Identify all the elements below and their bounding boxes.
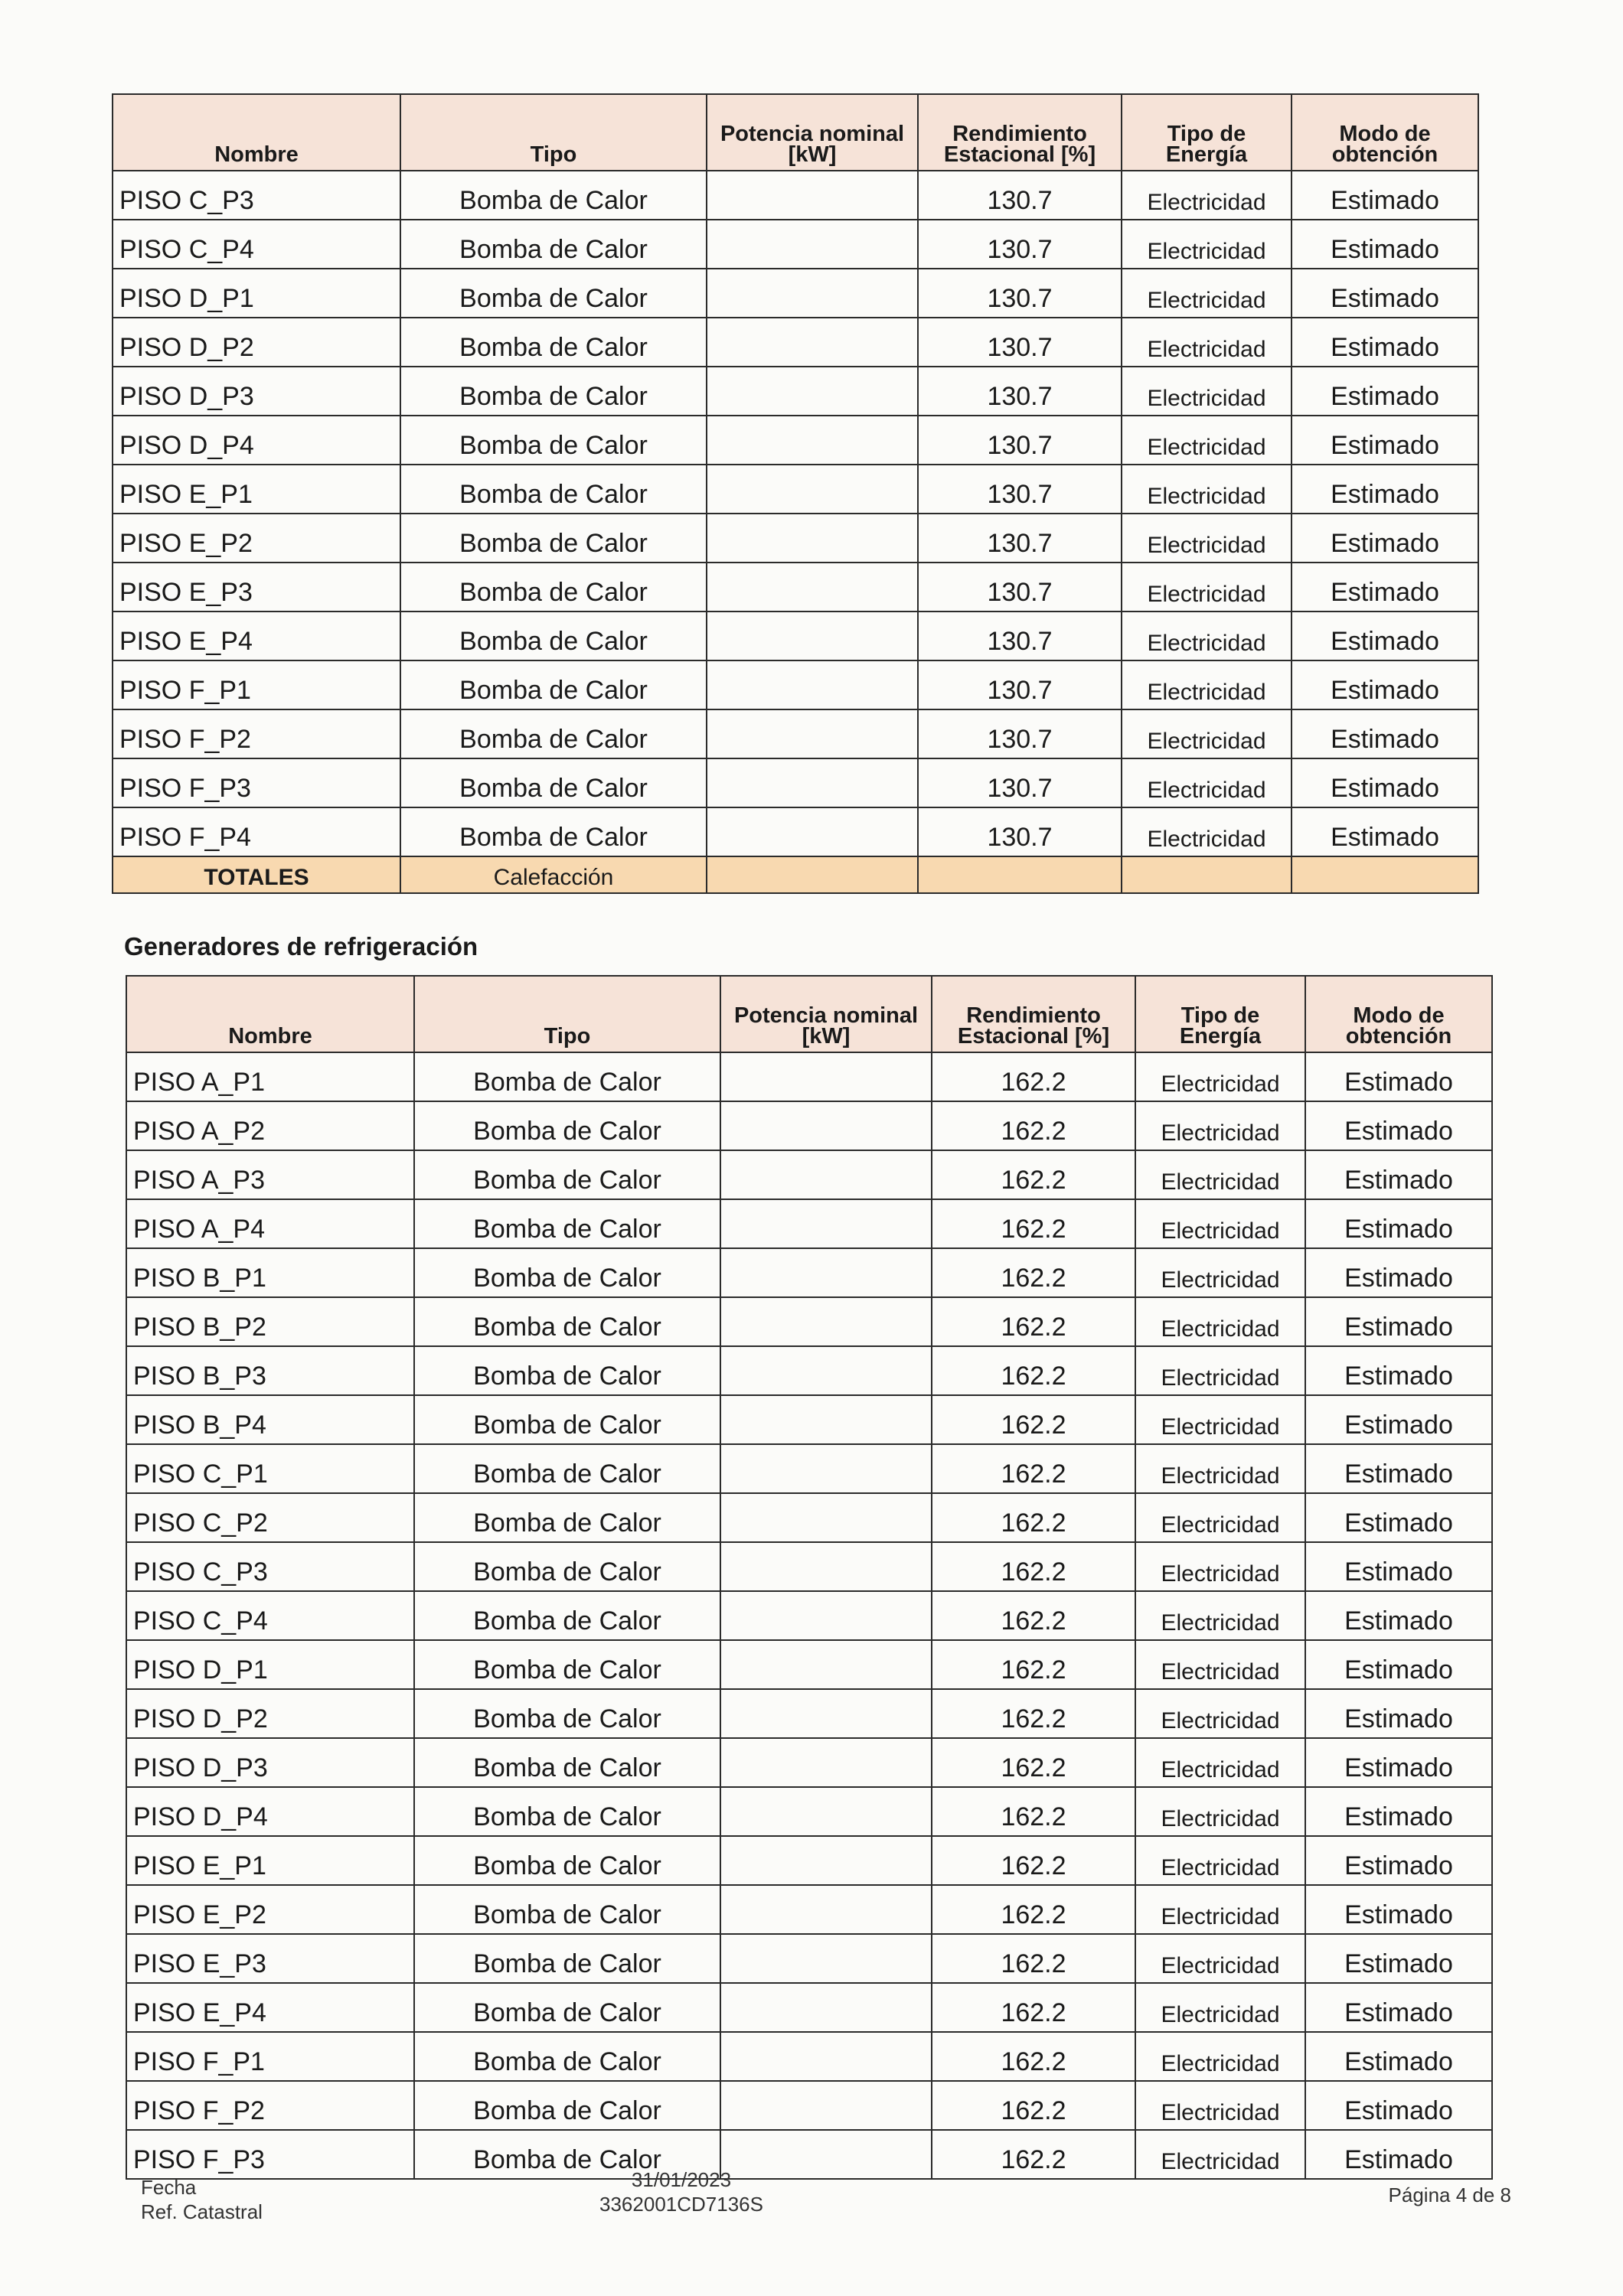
header-tipo: Tipo <box>400 94 707 171</box>
cell-potencia <box>720 1836 932 1885</box>
cell-nombre: PISO E_P4 <box>113 612 400 660</box>
cell-tipo: Bomba de Calor <box>414 2032 720 2081</box>
cell-energia: Electricidad <box>1122 465 1292 514</box>
cell-potencia <box>707 660 918 709</box>
cell-energia: Electricidad <box>1135 1787 1305 1836</box>
table-row <box>113 709 1478 758</box>
cell-nombre: PISO B_P2 <box>126 1297 414 1346</box>
cell-potencia <box>720 1346 932 1395</box>
cell-potencia <box>720 1640 932 1689</box>
cell-tipo: Bomba de Calor <box>400 563 707 612</box>
cell-nombre: PISO E_P2 <box>113 514 400 563</box>
table-row <box>126 1493 1492 1542</box>
cell-modo: Estimado <box>1305 2081 1492 2130</box>
cell-modo: Estimado <box>1292 758 1478 807</box>
cell-potencia <box>707 563 918 612</box>
cell-energia: Electricidad <box>1122 269 1292 318</box>
footer-fecha-label: Fecha <box>141 2176 197 2199</box>
totals-potencia <box>707 856 918 893</box>
table-row <box>126 1395 1492 1444</box>
table-row <box>113 612 1478 660</box>
table-row <box>113 465 1478 514</box>
header-rendimiento: Rendimiento Estacional [%] <box>918 94 1122 171</box>
cell-modo: Estimado <box>1292 269 1478 318</box>
table-row <box>126 2032 1492 2081</box>
cell-rendimiento: 162.2 <box>932 1591 1135 1640</box>
cell-potencia <box>707 416 918 465</box>
cell-potencia <box>707 465 918 514</box>
cell-tipo: Bomba de Calor <box>414 1199 720 1248</box>
cell-nombre: PISO D_P4 <box>113 416 400 465</box>
cell-tipo: Bomba de Calor <box>400 758 707 807</box>
table-row <box>113 367 1478 416</box>
cell-energia: Electricidad <box>1122 709 1292 758</box>
header-potencia: Potencia nominal [kW] <box>707 94 918 171</box>
table-row <box>126 1052 1492 1101</box>
cell-modo: Estimado <box>1292 612 1478 660</box>
cell-energia: Electricidad <box>1135 1542 1305 1591</box>
table-row <box>126 1640 1492 1689</box>
cell-modo: Estimado <box>1305 1150 1492 1199</box>
cell-tipo: Bomba de Calor <box>400 367 707 416</box>
cell-modo: Estimado <box>1305 2032 1492 2081</box>
heating-generators-table <box>112 93 1479 894</box>
totals-energia <box>1122 856 1292 893</box>
cell-modo: Estimado <box>1292 171 1478 220</box>
table-row <box>126 1101 1492 1150</box>
cell-tipo: Bomba de Calor <box>414 1542 720 1591</box>
cell-energia: Electricidad <box>1135 1934 1305 1983</box>
cell-nombre: PISO A_P2 <box>126 1101 414 1150</box>
cell-rendimiento: 162.2 <box>932 1101 1135 1150</box>
cell-modo: Estimado <box>1305 1052 1492 1101</box>
cell-modo: Estimado <box>1305 1395 1492 1444</box>
cell-rendimiento: 130.7 <box>918 807 1122 856</box>
cell-rendimiento: 162.2 <box>932 2081 1135 2130</box>
cell-energia: Electricidad <box>1135 1591 1305 1640</box>
table-row <box>126 1787 1492 1836</box>
cell-nombre: PISO D_P3 <box>113 367 400 416</box>
cell-nombre: PISO C_P3 <box>126 1542 414 1591</box>
table-row <box>113 171 1478 220</box>
cell-modo: Estimado <box>1305 1493 1492 1542</box>
cell-rendimiento: 130.7 <box>918 416 1122 465</box>
cell-potencia <box>707 709 918 758</box>
heating-header-row <box>113 94 1478 171</box>
cell-modo: Estimado <box>1305 1591 1492 1640</box>
cell-potencia <box>707 269 918 318</box>
cell-rendimiento: 130.7 <box>918 220 1122 269</box>
table-row <box>126 1738 1492 1787</box>
cell-modo: Estimado <box>1305 1640 1492 1689</box>
cell-energia: Electricidad <box>1135 1738 1305 1787</box>
cell-modo: Estimado <box>1305 1199 1492 1248</box>
cell-potencia <box>720 2032 932 2081</box>
cell-tipo: Bomba de Calor <box>414 1101 720 1150</box>
cell-potencia <box>720 1934 932 1983</box>
cell-tipo: Bomba de Calor <box>414 1885 720 1934</box>
cell-potencia <box>720 2081 932 2130</box>
cell-modo: Estimado <box>1305 1689 1492 1738</box>
cell-potencia <box>707 612 918 660</box>
cell-tipo: Bomba de Calor <box>414 1493 720 1542</box>
cell-energia: Electricidad <box>1135 1248 1305 1297</box>
cell-rendimiento: 162.2 <box>932 1885 1135 1934</box>
cell-energia: Electricidad <box>1135 1983 1305 2032</box>
header-nombre: Nombre <box>113 94 400 171</box>
cell-energia: Electricidad <box>1122 416 1292 465</box>
cell-energia: Electricidad <box>1135 1689 1305 1738</box>
cell-energia: Electricidad <box>1135 1493 1305 1542</box>
cell-potencia <box>707 171 918 220</box>
cell-energia: Electricidad <box>1122 220 1292 269</box>
cell-rendimiento: 162.2 <box>932 1493 1135 1542</box>
cell-rendimiento: 162.2 <box>932 1395 1135 1444</box>
cell-tipo: Bomba de Calor <box>414 2130 720 2179</box>
page-number: Página 4 de 8 <box>1388 2183 1511 2206</box>
table-row <box>126 1542 1492 1591</box>
cell-rendimiento: 130.7 <box>918 660 1122 709</box>
cell-energia: Electricidad <box>1135 1444 1305 1493</box>
cell-rendimiento: 162.2 <box>932 1934 1135 1983</box>
table-row <box>126 1836 1492 1885</box>
cell-rendimiento: 162.2 <box>932 1297 1135 1346</box>
cell-rendimiento: 130.7 <box>918 758 1122 807</box>
cell-nombre: PISO A_P1 <box>126 1052 414 1101</box>
cell-tipo: Bomba de Calor <box>414 1591 720 1640</box>
cell-energia: Electricidad <box>1135 1297 1305 1346</box>
cell-nombre: PISO B_P1 <box>126 1248 414 1297</box>
cell-modo: Estimado <box>1292 220 1478 269</box>
table-row <box>126 2081 1492 2130</box>
table-row <box>113 220 1478 269</box>
cell-rendimiento: 162.2 <box>932 1150 1135 1199</box>
cell-nombre: PISO E_P3 <box>126 1934 414 1983</box>
cell-potencia <box>720 1689 932 1738</box>
cell-tipo: Bomba de Calor <box>414 1934 720 1983</box>
cell-nombre: PISO F_P3 <box>113 758 400 807</box>
cell-modo: Estimado <box>1292 416 1478 465</box>
cell-nombre: PISO F_P2 <box>113 709 400 758</box>
cell-potencia <box>720 1787 932 1836</box>
cell-modo: Estimado <box>1292 367 1478 416</box>
cell-rendimiento: 130.7 <box>918 171 1122 220</box>
cell-modo: Estimado <box>1292 465 1478 514</box>
cell-tipo: Bomba de Calor <box>414 1444 720 1493</box>
cell-energia: Electricidad <box>1122 660 1292 709</box>
cell-modo: Estimado <box>1292 563 1478 612</box>
cell-tipo: Bomba de Calor <box>400 318 707 367</box>
cell-rendimiento: 162.2 <box>932 1738 1135 1787</box>
cell-energia: Electricidad <box>1122 563 1292 612</box>
header-energia: Tipo de Energía <box>1122 94 1292 171</box>
cell-nombre: PISO E_P1 <box>113 465 400 514</box>
cell-tipo: Bomba de Calor <box>400 171 707 220</box>
cell-modo: Estimado <box>1292 709 1478 758</box>
footer-values <box>567 2167 796 2216</box>
cell-nombre: PISO D_P4 <box>126 1787 414 1836</box>
cell-nombre: PISO D_P1 <box>126 1640 414 1689</box>
cell-potencia <box>720 1199 932 1248</box>
cooling-header-row <box>126 976 1492 1052</box>
table-row <box>126 1150 1492 1199</box>
cell-nombre: PISO F_P1 <box>113 660 400 709</box>
cell-energia: Electricidad <box>1135 1052 1305 1101</box>
cell-nombre: PISO E_P2 <box>126 1885 414 1934</box>
table-row <box>126 1885 1492 1934</box>
cell-tipo: Bomba de Calor <box>414 1297 720 1346</box>
table-row <box>126 1248 1492 1297</box>
cell-rendimiento: 162.2 <box>932 1199 1135 1248</box>
cell-modo: Estimado <box>1305 1444 1492 1493</box>
cell-rendimiento: 162.2 <box>932 1346 1135 1395</box>
cell-energia: Electricidad <box>1135 2130 1305 2179</box>
cell-modo: Estimado <box>1305 1101 1492 1150</box>
cell-modo: Estimado <box>1305 2130 1492 2179</box>
cell-energia: Electricidad <box>1135 1836 1305 1885</box>
cell-tipo: Bomba de Calor <box>414 2081 720 2130</box>
table-row <box>126 1444 1492 1493</box>
cell-tipo: Bomba de Calor <box>414 1983 720 2032</box>
cell-energia: Electricidad <box>1122 367 1292 416</box>
cell-modo: Estimado <box>1305 1542 1492 1591</box>
cell-energia: Electricidad <box>1135 1150 1305 1199</box>
header-nombre: Nombre <box>126 976 414 1052</box>
cell-potencia <box>720 1101 932 1150</box>
cell-potencia <box>720 1738 932 1787</box>
cell-rendimiento: 162.2 <box>932 1983 1135 2032</box>
cell-nombre: PISO C_P4 <box>113 220 400 269</box>
table-row <box>113 660 1478 709</box>
table-row <box>113 514 1478 563</box>
table-row <box>126 1297 1492 1346</box>
cell-potencia <box>720 1297 932 1346</box>
cell-modo: Estimado <box>1305 1885 1492 1934</box>
table-row <box>113 318 1478 367</box>
cell-tipo: Bomba de Calor <box>400 465 707 514</box>
table-row <box>126 1591 1492 1640</box>
cell-modo: Estimado <box>1292 318 1478 367</box>
footer-labels <box>141 2175 263 2224</box>
header-energia: Tipo de Energía <box>1135 976 1305 1052</box>
cell-nombre: PISO E_P1 <box>126 1836 414 1885</box>
footer-fecha-value: 31/01/2023 <box>631 2168 732 2191</box>
cell-rendimiento: 162.2 <box>932 1444 1135 1493</box>
cell-energia: Electricidad <box>1122 758 1292 807</box>
cell-energia: Electricidad <box>1135 1346 1305 1395</box>
table-row <box>126 1199 1492 1248</box>
totals-row <box>113 856 1478 893</box>
cell-nombre: PISO C_P2 <box>126 1493 414 1542</box>
cell-nombre: PISO B_P3 <box>126 1346 414 1395</box>
cell-potencia <box>720 1150 932 1199</box>
header-modo: Modo de obtención <box>1305 976 1492 1052</box>
cell-rendimiento: 130.7 <box>918 269 1122 318</box>
cell-energia: Electricidad <box>1135 1640 1305 1689</box>
cell-nombre: PISO B_P4 <box>126 1395 414 1444</box>
cell-potencia <box>720 1983 932 2032</box>
cell-energia: Electricidad <box>1135 2032 1305 2081</box>
table-row <box>126 1346 1492 1395</box>
cell-nombre: PISO E_P4 <box>126 1983 414 2032</box>
cell-tipo: Bomba de Calor <box>400 807 707 856</box>
table-row <box>113 758 1478 807</box>
cell-potencia <box>720 1542 932 1591</box>
cell-tipo: Bomba de Calor <box>414 1640 720 1689</box>
cell-rendimiento: 130.7 <box>918 709 1122 758</box>
cell-rendimiento: 130.7 <box>918 367 1122 416</box>
totals-label: TOTALES <box>113 856 400 893</box>
cell-nombre: PISO E_P3 <box>113 563 400 612</box>
cell-potencia <box>707 758 918 807</box>
cell-tipo: Bomba de Calor <box>400 612 707 660</box>
footer-ref-label: Ref. Catastral <box>141 2200 263 2223</box>
cell-modo: Estimado <box>1305 1346 1492 1395</box>
cell-nombre: PISO D_P3 <box>126 1738 414 1787</box>
table-row <box>126 2130 1492 2179</box>
cell-nombre: PISO F_P4 <box>113 807 400 856</box>
cell-rendimiento: 162.2 <box>932 1689 1135 1738</box>
cooling-section-title: Generadores de refrigeración <box>124 932 478 960</box>
cell-potencia <box>720 1885 932 1934</box>
cell-nombre: PISO F_P3 <box>126 2130 414 2179</box>
cell-potencia <box>720 1052 932 1101</box>
footer-ref-value: 3362001CD7136S <box>599 2193 763 2216</box>
cell-tipo: Bomba de Calor <box>414 1836 720 1885</box>
cell-rendimiento: 130.7 <box>918 514 1122 563</box>
table-row <box>113 563 1478 612</box>
header-rendimiento: Rendimiento Estacional [%] <box>932 976 1135 1052</box>
cooling-generators-table <box>126 975 1493 2180</box>
cell-modo: Estimado <box>1305 1934 1492 1983</box>
cell-nombre: PISO C_P3 <box>113 171 400 220</box>
cell-tipo: Bomba de Calor <box>414 1248 720 1297</box>
cell-tipo: Bomba de Calor <box>400 416 707 465</box>
cell-rendimiento: 130.7 <box>918 465 1122 514</box>
cell-potencia <box>707 367 918 416</box>
cell-modo: Estimado <box>1305 1787 1492 1836</box>
cell-energia: Electricidad <box>1135 1885 1305 1934</box>
cell-energia: Electricidad <box>1135 1395 1305 1444</box>
cell-nombre: PISO C_P1 <box>126 1444 414 1493</box>
cell-tipo: Bomba de Calor <box>400 220 707 269</box>
cell-nombre: PISO A_P4 <box>126 1199 414 1248</box>
cell-modo: Estimado <box>1305 1738 1492 1787</box>
cell-nombre: PISO C_P4 <box>126 1591 414 1640</box>
table-row <box>113 416 1478 465</box>
cell-tipo: Bomba de Calor <box>400 660 707 709</box>
cell-potencia <box>720 1444 932 1493</box>
cell-tipo: Bomba de Calor <box>414 1052 720 1101</box>
cell-energia: Electricidad <box>1135 1101 1305 1150</box>
cell-tipo: Bomba de Calor <box>400 269 707 318</box>
cell-rendimiento: 162.2 <box>932 1248 1135 1297</box>
cell-tipo: Bomba de Calor <box>414 1395 720 1444</box>
cell-tipo: Bomba de Calor <box>414 1689 720 1738</box>
cell-rendimiento: 162.2 <box>932 2032 1135 2081</box>
cell-tipo: Bomba de Calor <box>400 514 707 563</box>
table-row <box>113 807 1478 856</box>
table-row <box>126 1934 1492 1983</box>
totals-tipo: Calefacción <box>400 856 707 893</box>
cell-modo: Estimado <box>1305 1836 1492 1885</box>
cell-nombre: PISO F_P2 <box>126 2081 414 2130</box>
cell-rendimiento: 162.2 <box>932 2130 1135 2179</box>
cell-tipo: Bomba de Calor <box>414 1346 720 1395</box>
cell-modo: Estimado <box>1305 1297 1492 1346</box>
cell-potencia <box>707 807 918 856</box>
header-potencia: Potencia nominal [kW] <box>720 976 932 1052</box>
totals-rendimiento <box>918 856 1122 893</box>
cell-energia: Electricidad <box>1122 318 1292 367</box>
totals-modo <box>1292 856 1478 893</box>
cell-tipo: Bomba de Calor <box>414 1738 720 1787</box>
cell-energia: Electricidad <box>1122 612 1292 660</box>
cell-potencia <box>720 1248 932 1297</box>
cell-energia: Electricidad <box>1135 2081 1305 2130</box>
cell-rendimiento: 130.7 <box>918 612 1122 660</box>
cell-modo: Estimado <box>1305 1248 1492 1297</box>
cell-energia: Electricidad <box>1122 514 1292 563</box>
cell-nombre: PISO F_P1 <box>126 2032 414 2081</box>
header-modo: Modo de obtención <box>1292 94 1478 171</box>
cell-tipo: Bomba de Calor <box>414 1787 720 1836</box>
cell-nombre: PISO D_P2 <box>113 318 400 367</box>
cell-nombre: PISO D_P2 <box>126 1689 414 1738</box>
cell-potencia <box>720 1395 932 1444</box>
table-row <box>113 269 1478 318</box>
cell-modo: Estimado <box>1292 807 1478 856</box>
cell-modo: Estimado <box>1292 514 1478 563</box>
cell-potencia <box>707 514 918 563</box>
cell-modo: Estimado <box>1305 1983 1492 2032</box>
cell-rendimiento: 162.2 <box>932 1836 1135 1885</box>
cell-rendimiento: 162.2 <box>932 1787 1135 1836</box>
cell-nombre: PISO D_P1 <box>113 269 400 318</box>
cell-tipo: Bomba de Calor <box>400 709 707 758</box>
cell-potencia <box>720 1591 932 1640</box>
table-row <box>126 1689 1492 1738</box>
header-tipo: Tipo <box>414 976 720 1052</box>
cell-energia: Electricidad <box>1122 171 1292 220</box>
cell-potencia <box>720 1493 932 1542</box>
cell-potencia <box>707 318 918 367</box>
cell-rendimiento: 162.2 <box>932 1640 1135 1689</box>
cell-energia: Electricidad <box>1135 1199 1305 1248</box>
cell-rendimiento: 130.7 <box>918 563 1122 612</box>
cell-modo: Estimado <box>1292 660 1478 709</box>
cell-rendimiento: 162.2 <box>932 1052 1135 1101</box>
cell-rendimiento: 130.7 <box>918 318 1122 367</box>
cell-tipo: Bomba de Calor <box>414 1150 720 1199</box>
table-row <box>126 1983 1492 2032</box>
cell-energia: Electricidad <box>1122 807 1292 856</box>
cell-potencia <box>707 220 918 269</box>
cell-rendimiento: 162.2 <box>932 1542 1135 1591</box>
cell-nombre: PISO A_P3 <box>126 1150 414 1199</box>
